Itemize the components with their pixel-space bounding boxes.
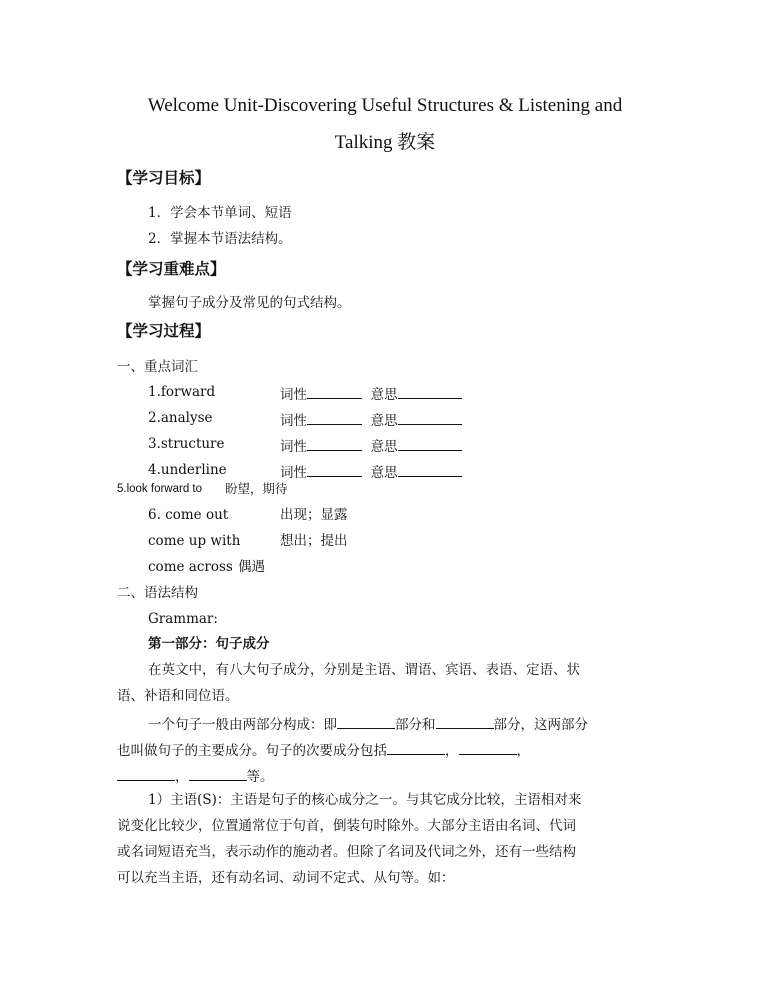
phrase-word: come up with <box>148 533 241 549</box>
pos-label: 词性 <box>280 465 307 481</box>
para2-text: 一个句子一般由两部分构成：即 <box>148 717 337 733</box>
meaning-blank <box>398 464 462 477</box>
para2-text: 部分，这两部分 <box>493 717 588 733</box>
title-line-2: Talking 教案 <box>334 132 436 153</box>
vocab-word: 4.underline <box>148 462 227 478</box>
phrase-word: come across <box>148 559 233 575</box>
meaning-label: 意思 <box>370 465 398 481</box>
phrase-meaning: 偶遇 <box>238 559 265 575</box>
grammar-title: 二、语法结构 <box>117 585 198 601</box>
pos-label: 词性 <box>280 387 307 403</box>
answer-blank <box>117 768 175 781</box>
para2-line <box>148 716 588 733</box>
comma: ， <box>175 769 189 785</box>
para3-line: 可以充当主语，还有动名词、动词不定式、从句等。如： <box>117 870 455 886</box>
para2-text: 等。 <box>246 769 274 785</box>
phrase-meaning: 想出；提出 <box>280 533 348 549</box>
pos-label: 词性 <box>280 439 307 455</box>
pos-label: 词性 <box>280 413 307 429</box>
phrase-meaning: 出现；显露 <box>280 507 348 523</box>
pos-blank <box>307 464 362 477</box>
phrase-word: 6. come out <box>148 507 229 523</box>
vocab-title: 一、重点词汇 <box>117 359 198 375</box>
vocab-pos-field <box>280 464 462 481</box>
para2-line <box>117 742 530 759</box>
para3-line: 或名词短语充当，表示动作的施动者。但除了名词及代词之外，还有一些结构 <box>117 844 576 860</box>
comma: ， <box>445 743 459 759</box>
objectives-heading: 【学习目标】 <box>117 168 211 187</box>
para2-line <box>117 768 274 785</box>
pos-blank <box>307 412 362 425</box>
para3-line: 说变化比较少，位置通常位于句首，倒装句时除外。大部分主语由名词、代词 <box>117 818 576 834</box>
pos-blank <box>307 438 362 451</box>
key-points-heading: 【学习重难点】 <box>117 259 226 278</box>
para2-text: 部分和 <box>395 717 436 733</box>
objective-item: 2．掌握本节语法结构。 <box>148 231 292 247</box>
key-points-text: 掌握句子成分及常见的句式结构。 <box>148 295 351 311</box>
vocab-word: 3.structure <box>148 436 225 452</box>
meaning-label: 意思 <box>370 413 398 429</box>
meaning-blank <box>398 438 462 451</box>
vocab-pos-field <box>280 386 462 403</box>
title-line-1: Welcome Unit-Discovering Useful Structures & Listening and <box>147 95 623 116</box>
phrase-word: 5.look forward to <box>117 483 203 495</box>
grammar-label: Grammar: <box>148 611 218 627</box>
meaning-blank <box>398 412 462 425</box>
answer-blank <box>387 742 445 755</box>
answer-blank <box>189 768 247 781</box>
vocab-pos-field <box>280 438 462 455</box>
para1-line: 在英文中，有八大句子成分，分别是主语、谓语、宾语、表语、定语、状 <box>148 662 580 678</box>
answer-blank <box>459 742 517 755</box>
para3-line: 1）主语(S)：主语是句子的核心成分之一。与其它成分比较，主语相对来 <box>148 792 582 808</box>
meaning-label: 意思 <box>370 387 398 403</box>
process-heading: 【学习过程】 <box>117 321 211 340</box>
vocab-pos-field <box>280 412 462 429</box>
vocab-word: 1.forward <box>148 384 216 400</box>
grammar-part1: 第一部分：句子成分 <box>148 636 270 652</box>
vocab-word: 2.analyse <box>148 410 213 426</box>
comma: ， <box>516 743 530 759</box>
objective-item: 1．学会本节单词、短语 <box>148 205 292 221</box>
answer-blank <box>337 716 395 729</box>
meaning-label: 意思 <box>370 439 398 455</box>
meaning-blank <box>398 386 462 399</box>
answer-blank <box>436 716 494 729</box>
pos-blank <box>307 386 362 399</box>
para2-text: 也叫做句子的主要成分。句子的次要成分包括 <box>117 743 387 759</box>
phrase-meaning: 盼望，期待 <box>225 481 288 496</box>
para1-line: 语、补语和同位语。 <box>117 688 239 704</box>
